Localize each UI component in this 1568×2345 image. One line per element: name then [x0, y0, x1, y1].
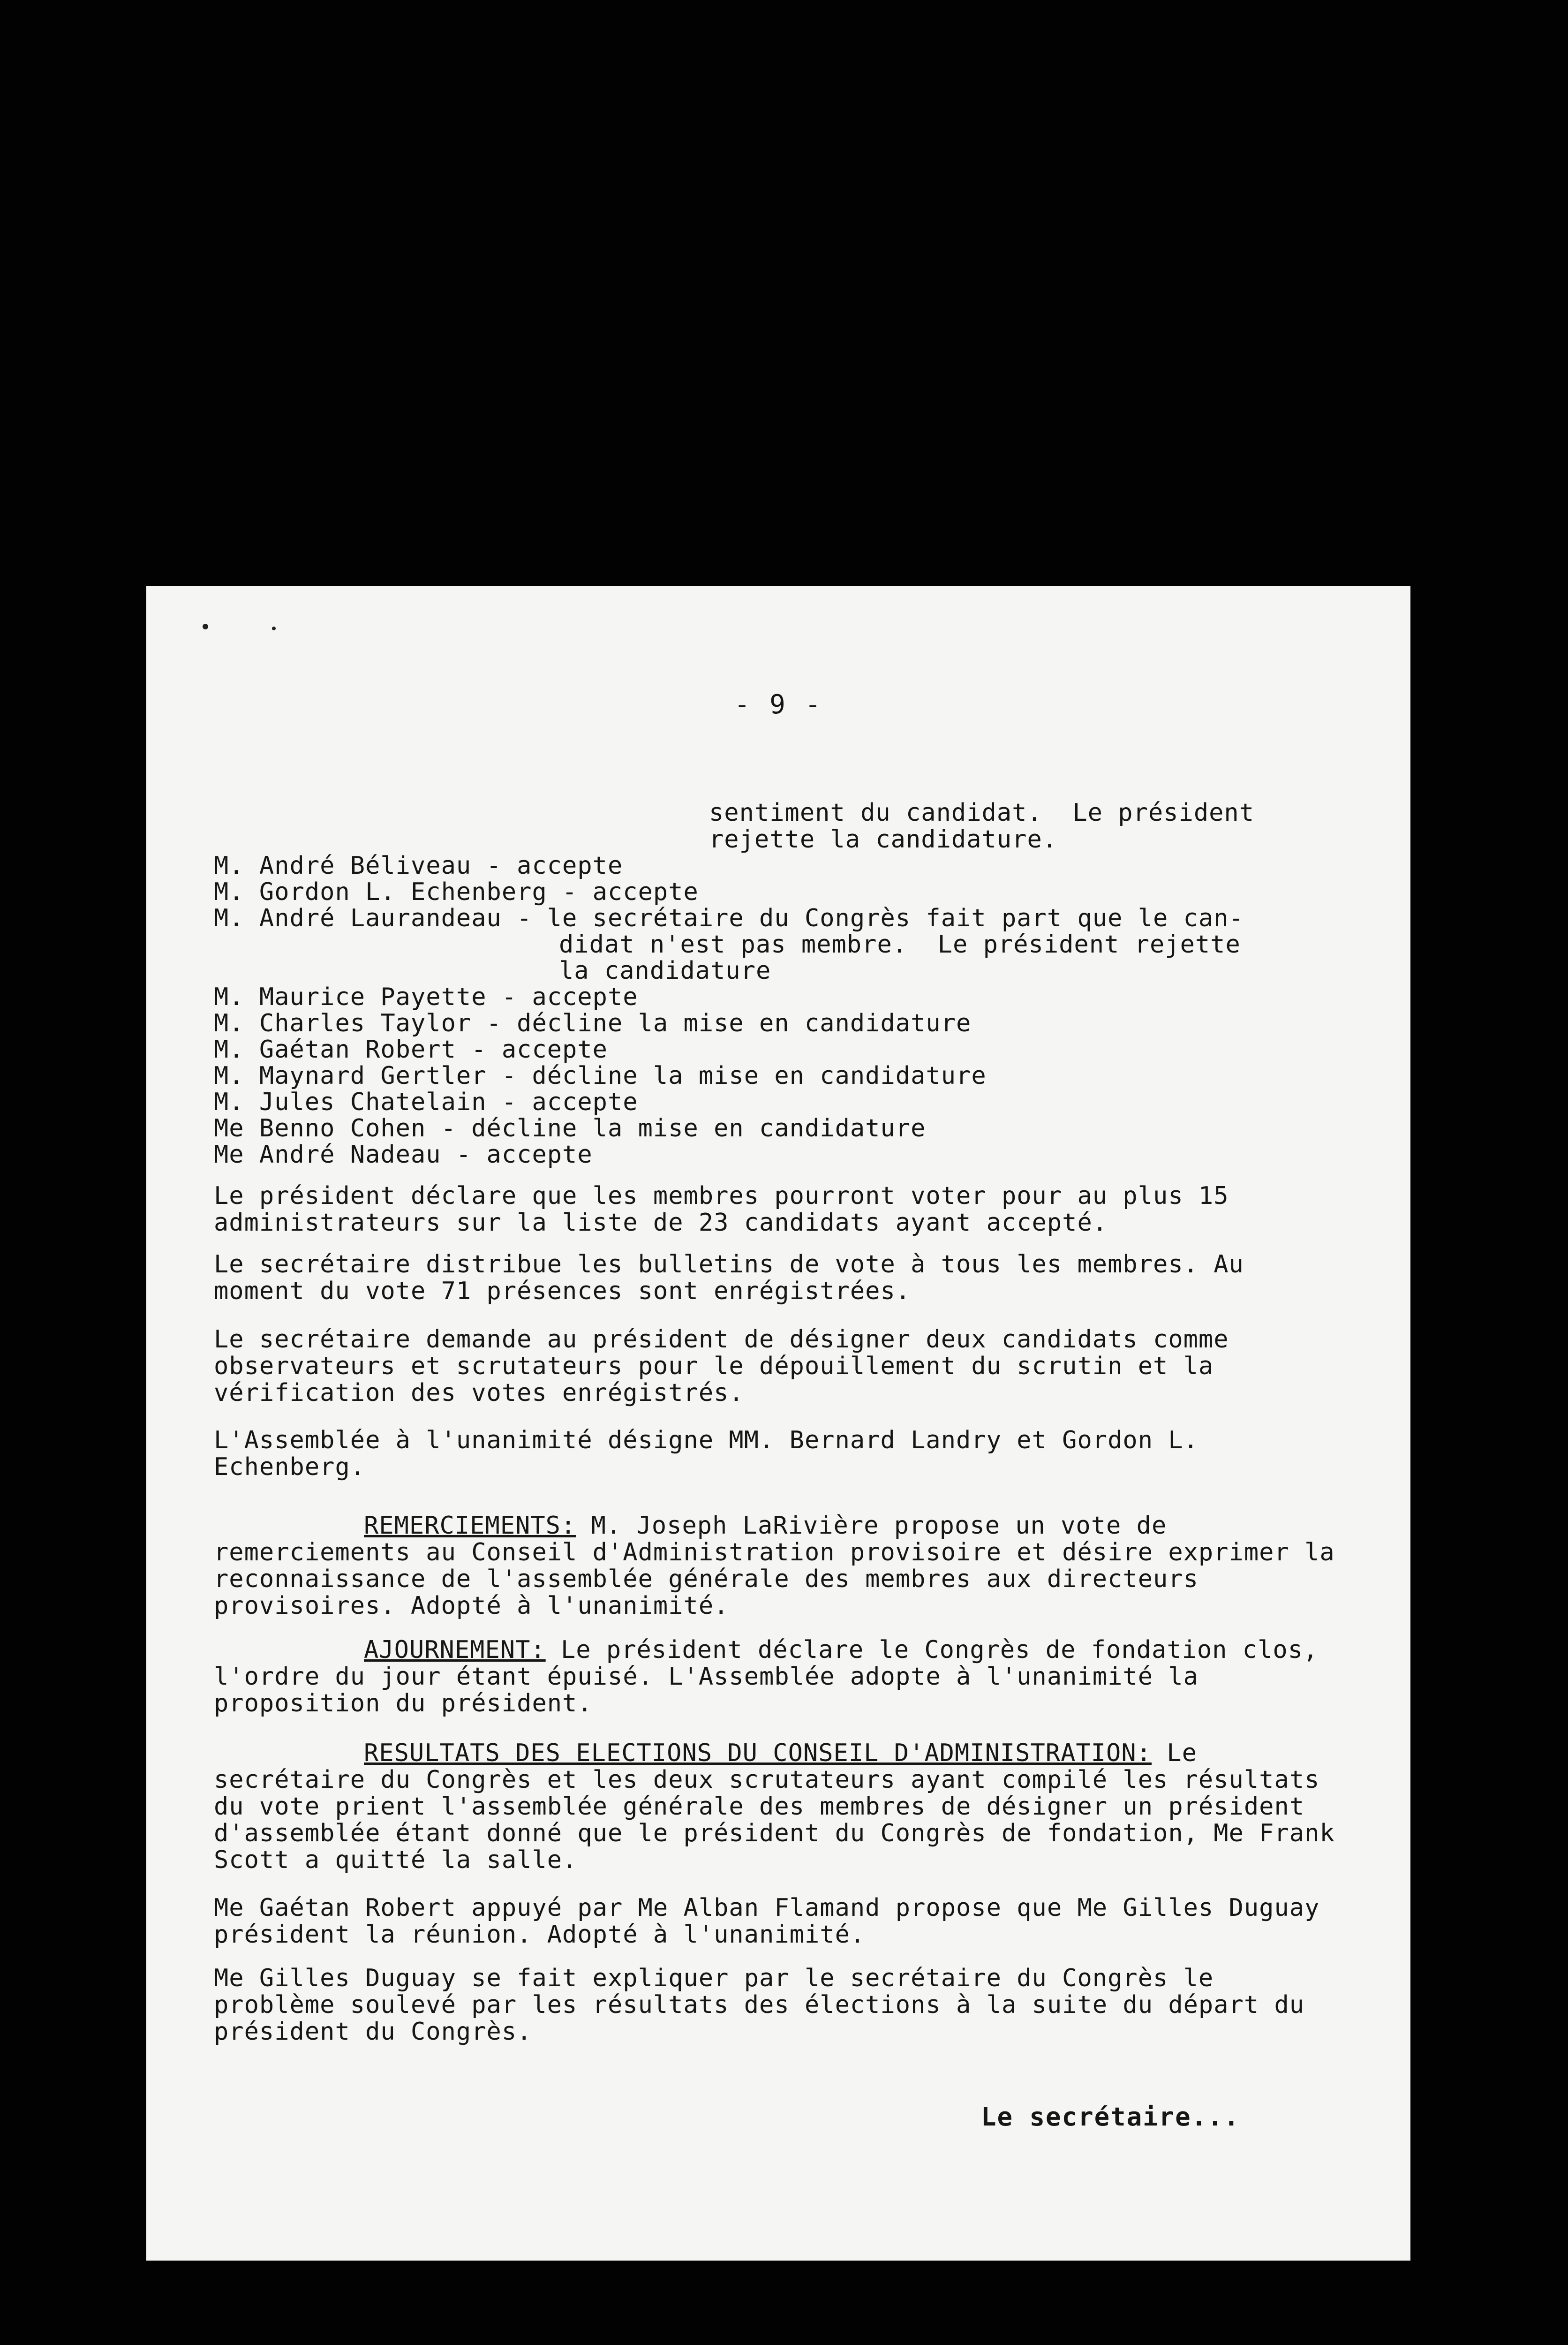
- ajournement-paragraph: [214, 1637, 1349, 1717]
- resultats-paragraph: [214, 1740, 1349, 1874]
- speck: [272, 627, 276, 630]
- remerciements-paragraph: [214, 1513, 1349, 1619]
- nomination-line: Me André Nadeau - accepte: [214, 1141, 593, 1169]
- paragraph: Le président déclare que les membres pourront voter pour au plus 15 administrateurs sur la liste de 23 candidats ayant accepté.: [214, 1182, 1229, 1237]
- remerciements-text: M. Joseph LaRivière propose un vote de remerciements au Conseil d'Administration provisoire et désire exprimer la reconnaissance de l'assemblée générale des membres aux directeurs provisoires. Adopté à l'unanimité.: [214, 1512, 1335, 1620]
- speck: [203, 624, 208, 629]
- nomination-line: M. André Laurandeau - le secrétaire du Congrès fait part que le can-: [214, 904, 1244, 932]
- ajournement-text: Le président déclare le Congrès de fondation clos, l'ordre du jour étant épuisé. L'Assemblée adopte à l'unanimité la proposition du président.: [214, 1636, 1319, 1717]
- paragraph: Me Gaétan Robert appuyé par Me Alban Flamand propose que Me Gilles Duguay président la réunion. Adopté à l'unanimité.: [214, 1894, 1320, 1949]
- nomination-line: M. André Béliveau - accepte: [214, 852, 623, 880]
- resultats-text: Le secrétaire du Congrès et les deux scrutateurs ayant compilé les résultats du vote prient l'assemblée générale des membres de désigner un président d'assemblée étant donné que le président du Congrès de fondation, Me Frank Scott a quitté la salle.: [214, 1739, 1335, 1874]
- continuation-line: rejette la candidature.: [709, 825, 1058, 854]
- signature: Le secrétaire...: [981, 2102, 1240, 2132]
- page-number: - 9 -: [734, 689, 823, 720]
- paragraph: Le secrétaire distribue les bulletins de vote à tous les membres. Au moment du vote 71 présences sont enrégistrées.: [214, 1250, 1244, 1305]
- nomination-line: M. Maurice Payette - accepte: [214, 983, 638, 1011]
- paragraph: Le secrétaire demande au président de désigner deux candidats comme observateurs et scrutateurs pour le dépouillement du scrutin et la vérification des votes enrégistrés.: [214, 1325, 1229, 1407]
- nomination-continuation: la candidature: [559, 957, 771, 985]
- paragraph: Me Gilles Duguay se fait expliquer par le secrétaire du Congrès le problème soulevé par les résultats des élections à la suite du départ du président du Congrès.: [214, 1964, 1305, 2046]
- nomination-continuation: didat n'est pas membre. Le président rejette: [559, 930, 1241, 959]
- nomination-line: M. Maynard Gertler - décline la mise en candidature: [214, 1062, 987, 1090]
- nomination-line: M. Gaétan Robert - accepte: [214, 1036, 608, 1064]
- remerciements-heading: REMERCIEMENTS:: [364, 1512, 576, 1540]
- paragraph: L'Assemblée à l'unanimité désigne MM. Bernard Landry et Gordon L. Echenberg.: [214, 1426, 1199, 1481]
- nomination-line: M. Charles Taylor - décline la mise en candidature: [214, 1009, 972, 1037]
- continuation-line: sentiment du candidat. Le président: [709, 799, 1255, 827]
- nomination-line: Me Benno Cohen - décline la mise en candidature: [214, 1114, 926, 1142]
- nomination-line: M. Jules Chatelain - accepte: [214, 1088, 638, 1116]
- nomination-line: M. Gordon L. Echenberg - accepte: [214, 878, 699, 906]
- resultats-heading: RESULTATS DES ELECTIONS DU CONSEIL D'ADMINISTRATION:: [364, 1739, 1152, 1767]
- ajournement-heading: AJOURNEMENT:: [364, 1636, 546, 1664]
- document-page: [146, 586, 1410, 2261]
